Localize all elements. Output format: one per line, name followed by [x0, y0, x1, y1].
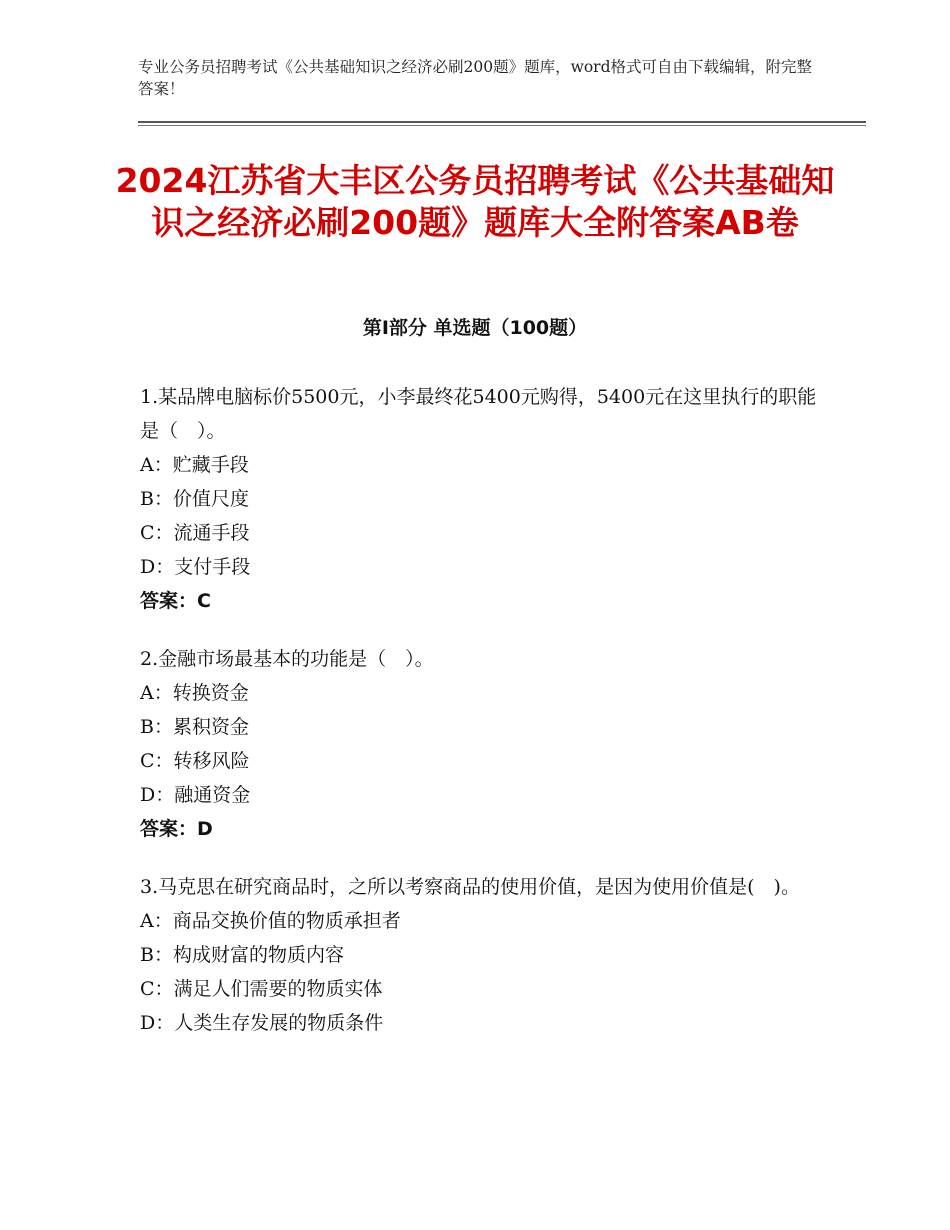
question-stem: 1.某品牌电脑标价5500元，小李最终花5400元购得，5400元在这里执行的职能是（ ）。 — [140, 386, 817, 442]
option-b: B：累积资金 — [140, 716, 249, 738]
section-heading: 第Ⅰ部分 单选题（100题） — [362, 317, 588, 339]
option-d: D：人类生存发展的物质条件 — [140, 1012, 384, 1034]
header-divider-thin — [138, 125, 866, 126]
answer: 答案：D — [140, 818, 213, 840]
option-a: A：转换资金 — [140, 682, 249, 704]
option-a: A：贮藏手段 — [140, 454, 249, 476]
document-title: 2024江苏省大丰区公务员招聘考试《公共基础知识之经济必刷200题》题库大全附答案AB卷 — [115, 161, 835, 242]
option-b: B：构成财富的物质内容 — [140, 944, 344, 966]
question-2 — [140, 642, 820, 846]
option-c: C：转移风险 — [140, 750, 250, 772]
option-b: B：价值尺度 — [140, 488, 249, 510]
header-divider-thick — [138, 121, 866, 123]
question-3 — [140, 870, 820, 1040]
question-stem: 2.金融市场最基本的功能是（ ）。 — [140, 648, 434, 670]
option-a: A：商品交换价值的物质承担者 — [140, 910, 401, 932]
question-stem: 3.马克思在研究商品时，之所以考察商品的使用价值，是因为使用价值是( )。 — [140, 876, 800, 898]
question-1 — [140, 380, 820, 618]
header-note: 专业公务员招聘考试《公共基础知识之经济必刷200题》题库，word格式可自由下载编辑，附完整答案！ — [138, 58, 813, 98]
answer: 答案：C — [140, 590, 211, 612]
option-d: D：融通资金 — [140, 784, 251, 806]
option-c: C：满足人们需要的物质实体 — [140, 978, 383, 1000]
option-d: D：支付手段 — [140, 556, 251, 578]
option-c: C：流通手段 — [140, 522, 250, 544]
question-list — [140, 380, 820, 1064]
